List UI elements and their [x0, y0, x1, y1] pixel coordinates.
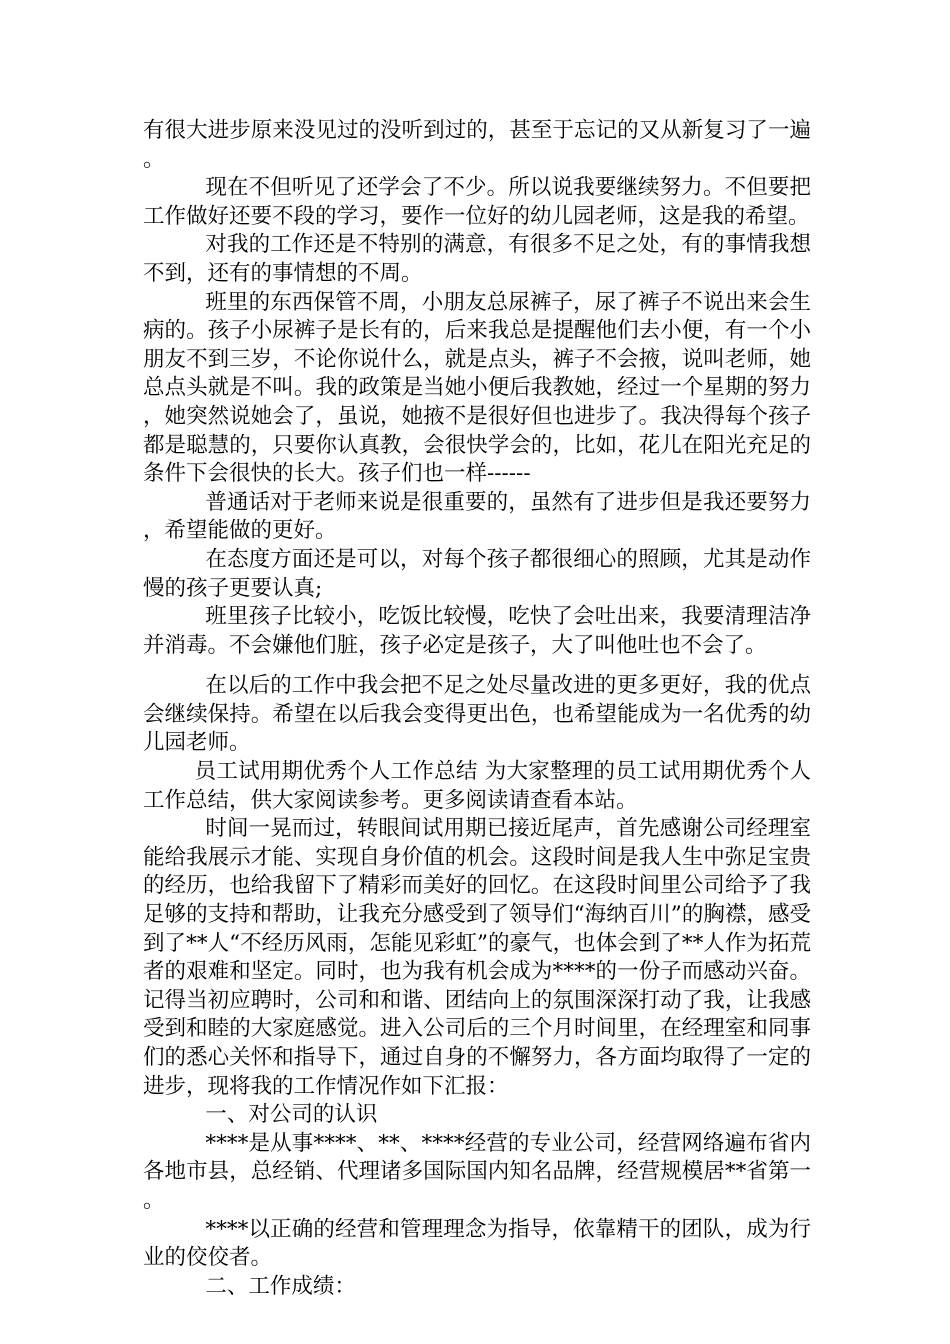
- paragraph: 时间一晃而过，转眼间试用期已接近尾声，首先感谢公司经理室能给我展示才能、实现自身价值的机会。这段时间是我人生中弥足宝贵的经历，也给我留下了精彩而美好的回忆。在这段时间里公司给予了我足够的支持和帮助，让我充分感受到了领导们“海纳百川”的胸襟，感受到了**人“不经历风雨，怎能见彩虹”的豪气，也体会到了**人作为拓荒者的艰难和坚定。同时，也为我有机会成为****的一份子而感动兴奋。记得当初应聘时，公司和和谐、团结向上的氛围深深打动了我，让我感受到和睦的大家庭感觉。进入公司后的三个月时间里，在经理室和同事们的悉心关怀和指导下，通过自身的不懈努力，各方面均取得了一定的进步，现将我的工作情况作如下汇报：: [143, 816, 811, 1099]
- paragraph: ****是从事****、**、****经营的专业公司，经营网络遍布省内各地市县，总经销、代理诸多国际国内知名品牌，经营规模居**省第一。: [143, 1130, 811, 1213]
- paragraph: 在以后的工作中我会把不足之处尽量改进的更多更好，我的优点会继续保持。希望在以后我会变得更出色，也希望能成为一名优秀的幼儿园老师。: [143, 673, 811, 756]
- paragraph: 班里孩子比较小，吃饭比较慢，吃快了会吐出来，我要清理洁净并消毒。不会嫌他们脏，孩子必定是孩子，大了叫他吐也不会了。: [143, 604, 811, 658]
- section-title-paragraph: 员工试用期优秀个人工作总结 为大家整理的员工试用期优秀个人工作总结，供大家阅读参考。更多阅读请查看本站。: [143, 759, 811, 813]
- paragraph: 对我的工作还是不特别的满意，有很多不足之处，有的事情我想不到，还有的事情想的不周。: [143, 232, 811, 286]
- paragraph: 班里的东西保管不周，小朋友总尿裤子，尿了裤子不说出来会生病的。孩子小尿裤子是长有的，后来我总是提醒他们去小便，有一个小朋友不到三岁，不论你说什么，就是点头，裤子不会掖，说叫老师，她总点头就是不叫。我的政策是当她小便后我教她，经过一个星期的努力，她突然说她会了，虽说，她掖不是很好但也进步了。我决得每个孩子都是聪慧的，只要你认真教，会很快学会的，比如，花儿在阳光充足的条件下会很快的长大。孩子们也一样------: [143, 289, 811, 487]
- paragraph: 有很大进步原来没见过的没听到过的，甚至于忘记的又从新复习了一遍。: [143, 118, 811, 172]
- document-body: [143, 117, 811, 1301]
- paragraph: ****以正确的经营和管理理念为指导，依靠精干的团队，成为行业的佼佼者。: [143, 1216, 811, 1271]
- section-heading: 一、对公司的认识: [205, 1102, 378, 1128]
- paragraph: 现在不但听见了还学会了不少。所以说我要继续努力。不但要把工作做好还要不段的学习，要作一位好的幼儿园老师，这是我的希望。: [143, 175, 811, 229]
- paragraph: 在态度方面还是可以，对每个孩子都很细心的照顾，尤其是动作慢的孩子更要认真;: [143, 546, 811, 601]
- paragraph: 普通话对于老师来说是很重要的，虽然有了进步但是我还要努力，希望能做的更好。: [143, 489, 811, 544]
- section-heading: 二、工作成绩：: [205, 1273, 356, 1299]
